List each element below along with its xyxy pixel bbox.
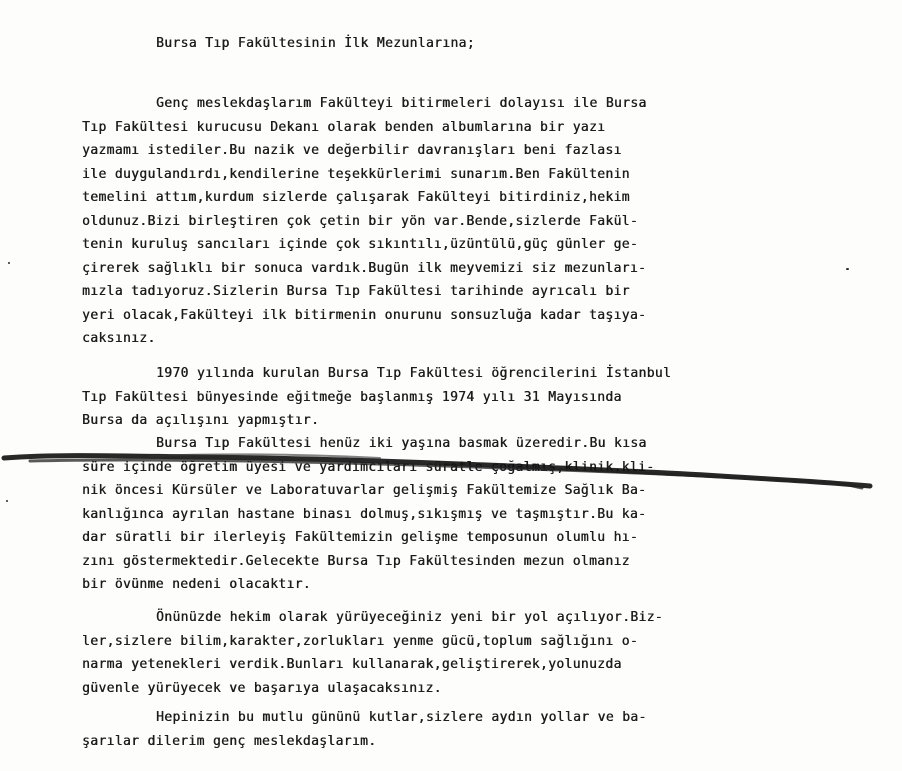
scan-speck [846, 268, 849, 270]
paragraph-line: oldunuz.Bizi birleştiren çok çetin bir yön var.Bende,sizlerde Fakül- [82, 213, 639, 229]
paragraph-line: Genç meslekdaşlarım Fakülteyi bitirmeleri dolayısı ile Bursa [156, 96, 647, 111]
paragraph-line: yeri olacak,Fakülteyi ilk bitirmenin onurunu sonsuzluğa kadar taşıya- [82, 307, 647, 323]
paragraph-line: ler,sizlere bilim,karakter,zorlukları yenme gücü,toplum sağlığını o- [82, 633, 639, 649]
paragraph-line: mızla tadıyoruz.Sizlerin Bursa Tıp Fakültesi tarihinde ayrıcalı bir [82, 284, 630, 299]
paragraph-line: narma yetenekleri verdik.Bunları kullanarak,geliştirerek,yolunuzda [82, 657, 622, 672]
paragraph-line: Tıp Fakültesi bünyesinde eğitmeğe başlanmış 1974 yılı 31 Mayısında [82, 389, 622, 405]
paragraph-2 [82, 362, 671, 433]
paragraph-line: temelini attım,kurdum sizlerde çalışarak Fakülteyi bitirdiniz,hekim [82, 190, 630, 205]
paragraph-line: zını göstermektedir.Gelecekte Bursa Tıp Fakültesinden mezun olmanız [82, 553, 630, 569]
paragraph-line: yazmamı istediler.Bu nazik ve değerbilir davranışları beni fazlası [82, 143, 622, 158]
paragraph-line: tenin kuruluş sancıları içinde çok sıkıntılı,üzüntülü,güç günler ge- [82, 237, 639, 252]
paragraph-line: Hepinizin bu mutlu gününü kutlar,sizlere aydın yollar ve ba- [156, 710, 647, 725]
paragraph-line: dar süratli bir ilerleyiş Fakültemizin gelişme temposunun olumlu hı- [82, 530, 639, 545]
paragraph-line: şarılar dilerim genç meslekdaşlarım. [82, 733, 377, 749]
paragraph-line: çirerek sağlıklı bir sonuca vardık.Bugün ilk meyvemizi siz mezunları- [82, 260, 647, 276]
paragraph-3 [82, 432, 654, 597]
paragraph-line: caksınız. [82, 331, 156, 346]
paragraph-4 [82, 606, 663, 700]
paragraph-line: süre içinde öğretim üyesi ve yardımcıları süratle çoğalmış,klinik,kli- [82, 459, 655, 475]
paragraph-line: Bursa Tıp Fakültesi henüz iki yaşına basmak üzeredir.Bu kısa [156, 436, 647, 451]
paragraph-line: Önünüzde hekim olarak yürüyeceğiniz yeni bir yol açılıyor.Biz- [156, 610, 663, 625]
paragraph-line: Tıp Fakültesi kurucusu Dekanı olarak benden albumlarına bir yazı [82, 119, 606, 135]
paragraph-line: 1970 yılında kurulan Bursa Tıp Fakültesi öğrencilerini İstanbul [156, 366, 672, 381]
paragraph-5 [82, 706, 647, 753]
paragraph-1 [82, 92, 647, 351]
paragraph-line: güvenle yürüyecek ve başarıya ulaşacaksınız. [82, 680, 442, 696]
scan-speck [8, 262, 10, 264]
paragraph-line: bir övünme nedeni olacaktır. [82, 577, 311, 592]
scan-speck [6, 500, 8, 502]
paragraph-line: kanlığınca ayrılan hastane binası dolmuş,sıkışmış ve taşmıştır.Bu ka- [82, 506, 647, 522]
paragraph-line: ile duygulandırdı,kendilerine teşekkürlerimi sunarım.Ben Fakültenin [82, 166, 630, 182]
document-title: Bursa Tıp Fakültesinin İlk Mezunlarına; [156, 36, 475, 51]
paragraph-line: Bursa da açılışını yapmıştır. [82, 413, 320, 428]
paragraph-line: nik öncesi Kürsüler ve Laboratuvarlar gelişmiş Fakültemize Sağlık Ba- [82, 483, 647, 498]
